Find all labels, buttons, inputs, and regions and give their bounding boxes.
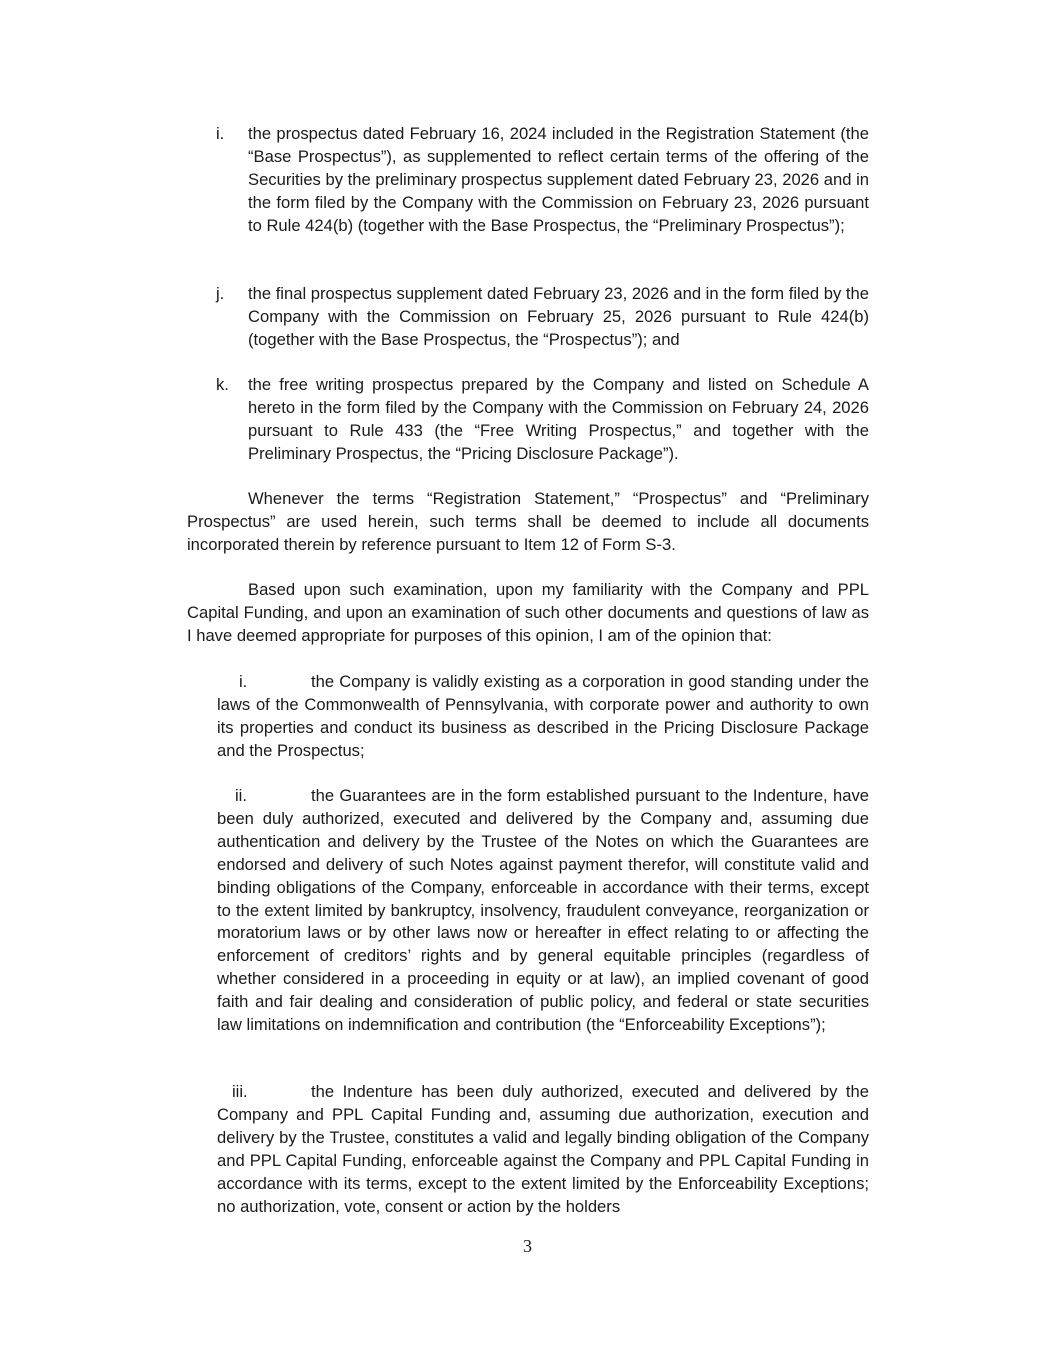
opinion-marker: i. [239, 672, 248, 691]
opinion-text: the Company is validly existing as a corporation in good standing under the laws of the Commonwealth of Pennsylvania, with corporate power and authority to own its properties and conduct its business as described in the Pricing Disclosure Package and the Prospectus; [217, 672, 869, 760]
opinion-item-iii [217, 1081, 869, 1218]
opinion-marker: ii. [235, 786, 247, 805]
opinion-intro-paragraph: Based upon such examination, upon my familiarity with the Company and PPL Capital Funding, and upon an examination of such other documents and questions of law as I have deemed appropriate for purposes of this opinion, I am of the opinion that: [187, 580, 869, 645]
definition-marker: k. [216, 375, 229, 394]
definition-item-j [216, 283, 869, 352]
definitions-paragraph: Whenever the terms “Registration Statement,” “Prospectus” and “Preliminary Prospectus” are used herein, such terms shall be deemed to include all documents incorporated therein by reference pursuant to Item 12 of Form S-3. [187, 489, 869, 554]
opinion-marker: iii. [232, 1082, 248, 1101]
definition-marker: j. [216, 284, 225, 303]
definition-text: the free writing prospectus prepared by the Company and listed on Schedule A hereto in the form filed by the Company with the Commission on February 24, 2026 pursuant to Rule 433 (the “Free Writing Prospectus,” and together with the Preliminary Prospectus, the “Pricing Disclosure Package”). [248, 375, 869, 463]
opinion-item-i [217, 671, 869, 763]
definition-marker: i. [216, 124, 225, 143]
definition-text: the prospectus dated February 16, 2024 included in the Registration Statement (the “Base Prospectus”), as supplemented to reflect certain terms of the offering of the Securities by the preliminary prospectus supplement dated February 23, 2026 and in the form filed by the Company with the Commission on February 23, 2026 pursuant to Rule 424(b) (together with the Base Prospectus, the “Preliminary Prospectus”); [248, 124, 869, 235]
definition-item-k [216, 374, 869, 466]
opinion-text: the Indenture has been duly authorized, executed and delivered by the Company and PPL Capital Funding and, assuming due authorization, execution and delivery by the Trustee, constitutes a valid and legally binding obligation of the Company and PPL Capital Funding, enforceable against the Company and PPL Capital Funding in accordance with its terms, except to the extent limited by the Enforceability Exceptions; no authorization, vote, consent or action by the holders [217, 1082, 869, 1216]
page-number: 3 [523, 1236, 532, 1256]
opinion-item-ii [217, 785, 869, 1037]
definition-text: the final prospectus supplement dated February 23, 2026 and in the form filed by the Company with the Commission on February 25, 2026 pursuant to Rule 424(b) (together with the Base Prospectus, the “Prospectus”); and [248, 284, 869, 349]
definition-item-i [216, 123, 869, 238]
opinion-text: the Guarantees are in the form established pursuant to the Indenture, have been duly authorized, executed and delivered by the Company and, assuming due authentication and delivery by the Trustee of the Notes on which the Guarantees are endorsed and delivery of such Notes against payment therefor, will constitute valid and binding obligations of the Company, enforceable in accordance with their terms, except to the extent limited by bankruptcy, insolvency, fraudulent conveyance, reorganization or moratorium laws or by other laws now or hereafter in effect relating to or affecting the enforcement of creditors’ rights and by general equitable principles (regardless of whether considered in a proceeding in equity or at law), an implied covenant of good faith and fair dealing and consideration of public policy, and federal or state securities law limitations on indemnification and contribution (the “Enforceability Exceptions”); [217, 786, 869, 1035]
